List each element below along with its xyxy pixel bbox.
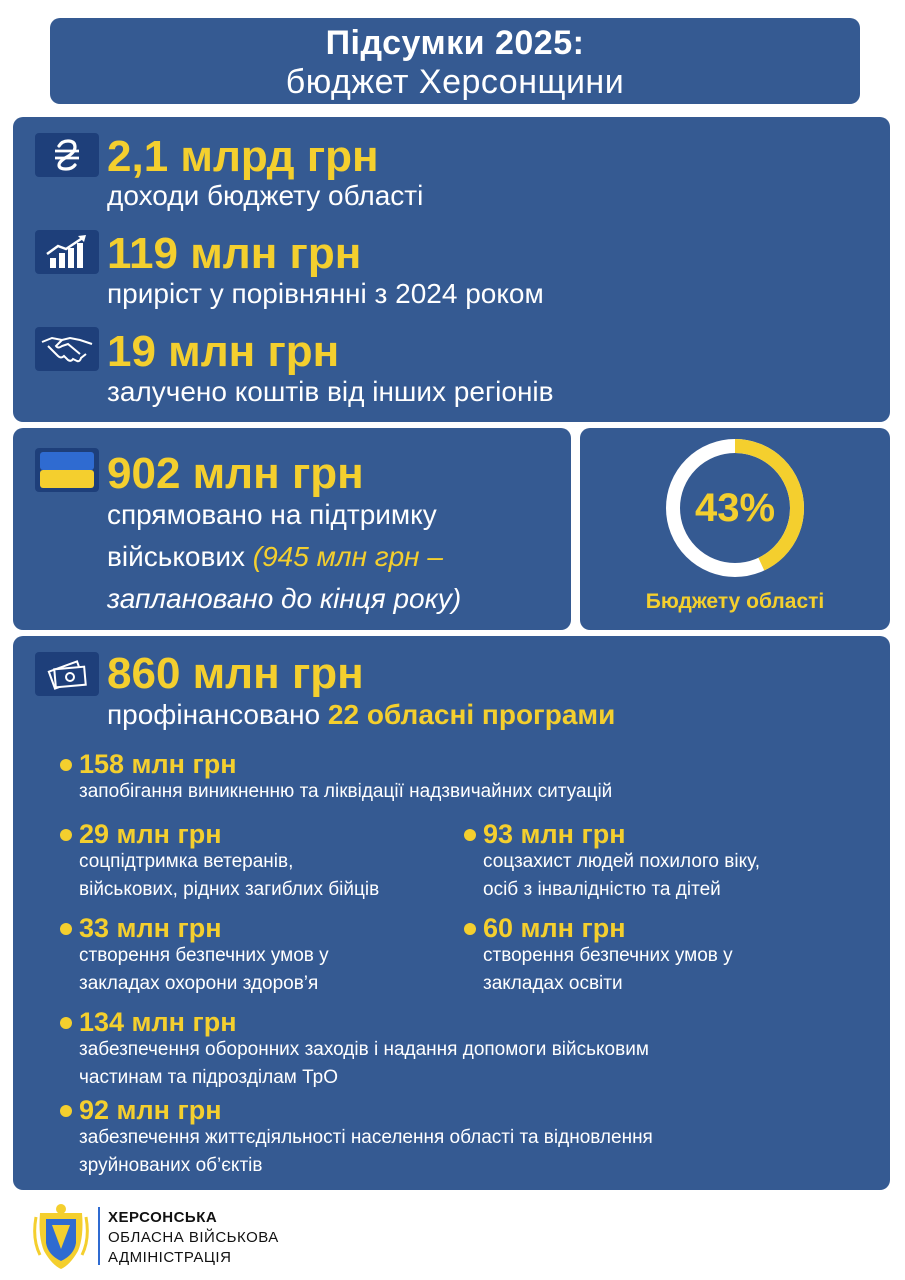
- program-desc: закладах освіти: [483, 973, 623, 994]
- budget-share-caption: Бюджету області: [645, 590, 825, 613]
- budget-share-panel: [580, 428, 890, 630]
- page-subtitle: бюджет Херсонщини: [285, 63, 625, 101]
- growth-amount: 119 млн грн: [107, 229, 362, 278]
- program-amount: 33 млн грн: [79, 913, 222, 943]
- program-amount: 134 млн грн: [79, 1007, 237, 1037]
- program-desc: соцзахист людей похилого віку,: [483, 851, 760, 872]
- program-desc: осіб з інвалідністю та дітей: [483, 879, 721, 900]
- summary-panel: [13, 117, 890, 422]
- military-support-panel: [13, 428, 571, 630]
- budget-share-value: 43%: [694, 486, 776, 530]
- money-icon: [35, 652, 99, 696]
- programs-panel: [13, 636, 890, 1190]
- footer: [0, 1195, 905, 1280]
- kherson-coat-of-arms-logo: [32, 1203, 90, 1271]
- bullet: [464, 829, 476, 841]
- programs-label-prefix: профінансовано: [107, 699, 321, 730]
- page-title: Підсумки 2025:: [325, 24, 585, 62]
- military-text-word: військових: [107, 541, 245, 572]
- military-planned-line1: (945 млн грн –: [252, 541, 443, 572]
- program-desc: забезпечення життєдіяльності населення області та відновлення: [79, 1127, 653, 1148]
- program-desc: створення безпечних умов у: [483, 945, 733, 966]
- programs-count: 22 обласні програми: [327, 699, 616, 730]
- footer-org-line1: ХЕРСОНСЬКА: [108, 1209, 218, 1226]
- program-desc: частинам та підрозділам ТрО: [79, 1067, 339, 1088]
- program-amount: 93 млн грн: [483, 819, 626, 849]
- programs-label: [107, 698, 615, 732]
- program-amount: 158 млн грн: [79, 749, 237, 779]
- hryvnia-icon: [35, 133, 99, 177]
- program-desc: зруйнованих об’єктів: [79, 1155, 263, 1176]
- regions-amount: 19 млн грн: [107, 327, 340, 376]
- growth-label: приріст у порівнянні з 2024 роком: [107, 278, 544, 309]
- bullet: [464, 923, 476, 935]
- regions-label: залучено коштів від інших регіонів: [107, 376, 554, 407]
- growth-chart-icon: [35, 230, 99, 274]
- program-desc: соцпідтримка ветеранів,: [79, 851, 294, 872]
- program-desc: забезпечення оборонних заходів і надання допомоги військовим: [79, 1039, 649, 1060]
- program-desc: створення безпечних умов у: [79, 945, 329, 966]
- footer-org-line3: АДМІНІСТРАЦІЯ: [108, 1249, 232, 1266]
- program-amount: 92 млн грн: [79, 1095, 222, 1125]
- footer-org-line2: ОБЛАСНА ВІЙСЬКОВА: [108, 1229, 279, 1246]
- program-amount: 29 млн грн: [79, 819, 222, 849]
- income-label: доходи бюджету області: [107, 180, 424, 211]
- military-planned-line2: заплановано до кінця року): [107, 583, 462, 614]
- bullet: [60, 759, 72, 771]
- ukraine-flag-icon: [35, 448, 99, 492]
- title-banner: [50, 18, 860, 104]
- program-amount: 60 млн грн: [483, 913, 626, 943]
- handshake-icon: [35, 327, 99, 371]
- bullet: [60, 923, 72, 935]
- bullet: [60, 829, 72, 841]
- program-desc: запобігання виникненню та ліквідації надзвичайних ситуацій: [79, 781, 613, 802]
- bullet: [60, 1017, 72, 1029]
- bullet: [60, 1105, 72, 1117]
- program-desc: військових, рідних загиблих бійців: [79, 879, 380, 900]
- programs-amount: 860 млн грн: [107, 649, 364, 698]
- income-amount: 2,1 млрд грн: [107, 132, 379, 181]
- military-amount: 902 млн грн: [107, 449, 364, 498]
- footer-divider: [98, 1207, 100, 1265]
- military-text-line1: спрямовано на підтримку: [107, 499, 437, 530]
- military-text-line2: [107, 540, 443, 574]
- program-desc: закладах охорони здоров’я: [79, 973, 319, 994]
